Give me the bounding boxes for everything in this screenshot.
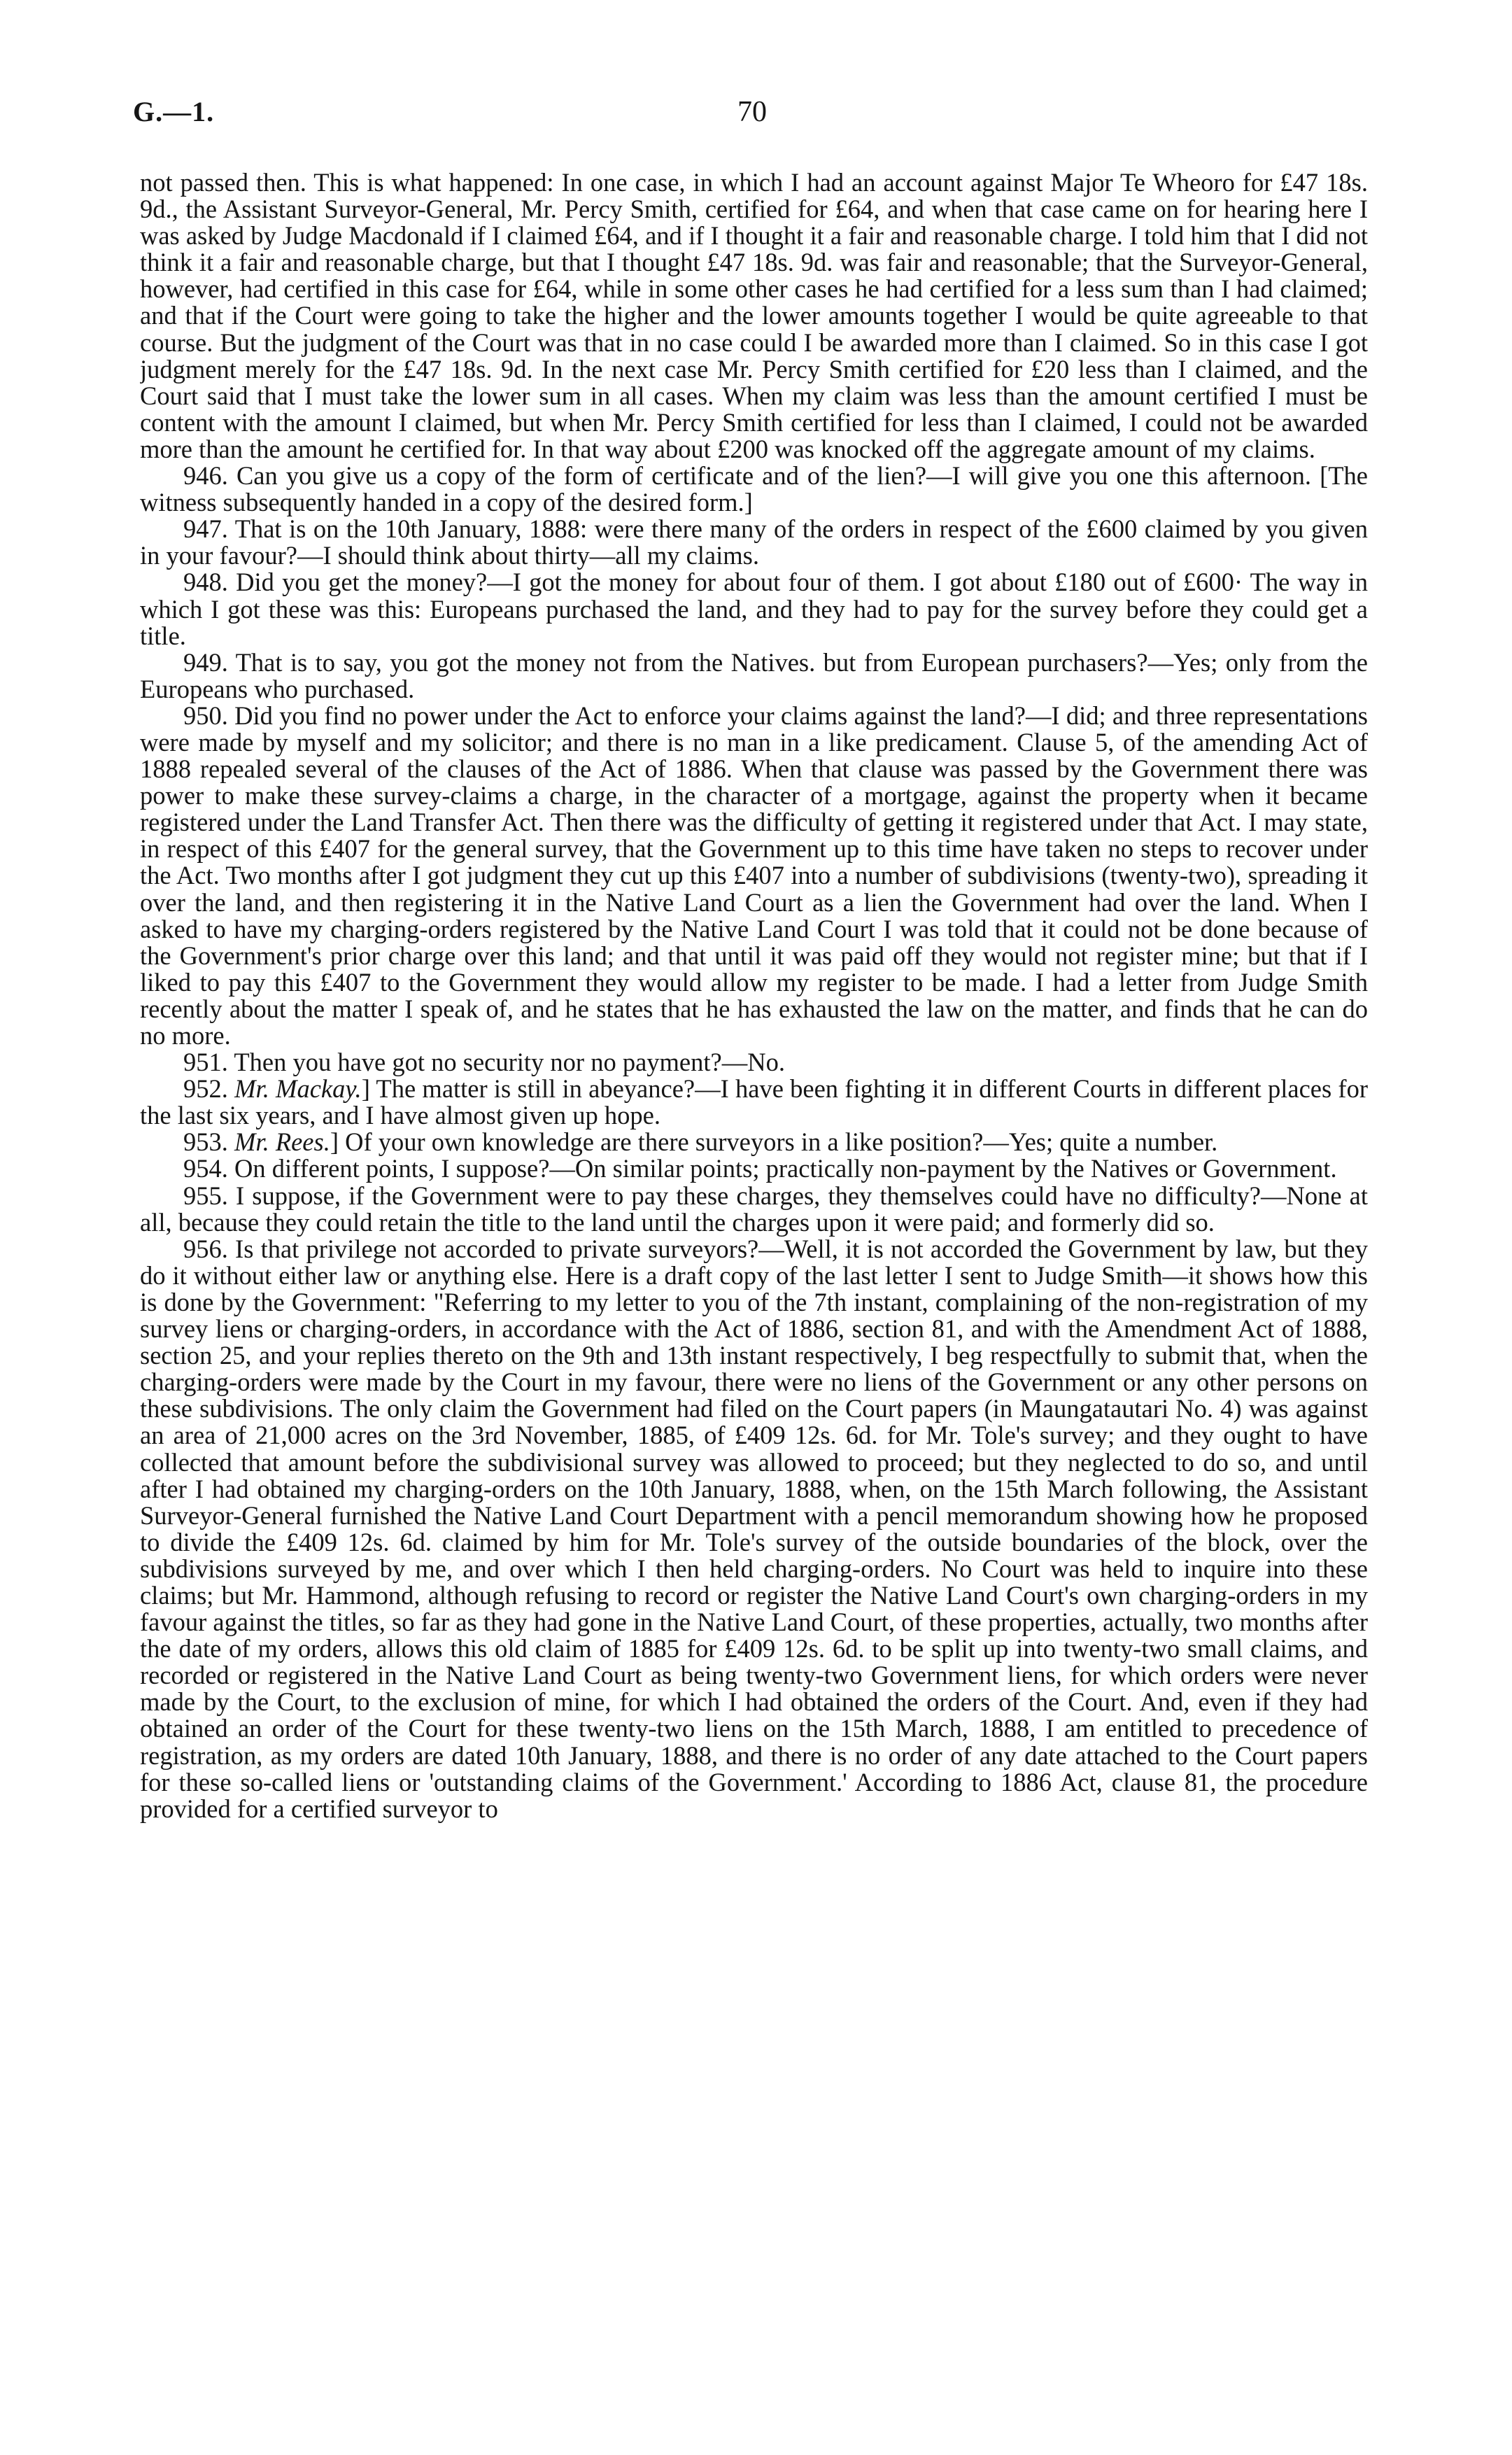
- question-946: 946. Can you give us a copy of the form of certificate and of the lien?—I will give you one this afternoon. [The witness subsequently handed in a copy of the desired form.]: [140, 461, 1368, 517]
- question-948: 948. Did you get the money?—I got the money for about four of them. I got about £180 out of £600· The way in which I got these was this: Europeans purchased the land, and they had to pay for the survey before they could get a title.: [140, 568, 1368, 650]
- question-text: ] Of your own knowledge are there surveyors in a like position?—Yes; quite a number.: [330, 1127, 1218, 1157]
- question-956: 956. Is that privilege not accorded to private surveyors?—Well, it is not accorded the Government by law, but they do it without either law or anything else. Here is a draft copy of the last letter I sent to Judge Smith—it shows how this is done by the Government: "Referring to my letter to you of the 7th instant, complaining of the non-registration of my survey liens or charging-orders, in accordance with the Act of 1886, section 81, and with the Amendment Act of 1888, section 25, and your replies thereto on the 9th and 13th instant respectively, I beg respectfully to submit that, when the charging-orders were made by the Court in my favour, there were no liens of the Government or any other persons on these subdivisions. The only claim the Government had filed on the Court papers (in Maungatautari No. 4) was against an area of 21,000 acres on the 3rd November, 1885, of £409 12s. 6d. for Mr. Tole's survey; and they ought to have collected that amount before the subdivisional survey was allowed to proceed; but they neglected to do so, and until after I had obtained my charging-orders on the 10th January, 1888, when, on the 15th March following, the Assistant Surveyor-General furnished the Native Land Court Department with a pencil memorandum showing how he proposed to divide the £409 12s. 6d. claimed by him for Mr. Tole's survey of the outside boundaries of the block, over the subdivisions surveyed by me, and over which I then held charging-orders. No Court was held to inquire into these claims; but Mr. Hammond, although refusing to record or register the Native Land Court's own charging-orders in my favour against the titles, so far as they had gone in the Native Land Court, of these properties, actually, two months after the date of my orders, allows this old claim of 1885 for £409 12s. 6d. to be split up into twenty-two small claims, and recorded or registered in the Native Land Court as being twenty-two Government liens, for which orders were never made by the Court, to the exclusion of mine, for which I had obtained the orders of the Court. And, even if they had obtained an order of the Court for these twenty-two liens on the 15th March, 1888, I am entitled to precedence of registration, as my orders are dated 10th January, 1888, and there is no order of any date attached to the Court papers for these so-called liens or 'outstanding claims of the Government.' According to 1886 Act, clause 81, the procedure provided for a certified surveyor to: [140, 1234, 1368, 1823]
- speaker-name: Mr. Mackay.: [234, 1074, 362, 1104]
- question-number: 953.: [183, 1127, 228, 1157]
- document-reference: G.—1.: [133, 96, 215, 127]
- question-950: 950. Did you find no power under the Act to enforce your claims against the land?—I did; and three representations were made by myself and my solicitor; and there is no man in a like predicament. Clause 5, of the amending Act of 1888 repealed several of the clauses of the Act of 1886. When that clause was passed by the Government there was power to make these survey-claims a charge, in the character of a mortgage, against the property when it became registered under the Land Transfer Act. Then there was the difficulty of getting it registered under that Act. I may state, in respect of this £407 for the general survey, that the Government up to this time have taken no steps to recover under the Act. Two months after I got judgment they cut up this £407 into a number of subdivisions (twenty-two), spreading it over the land, and then registering it in the Native Land Court as a lien the Government had over the land. When I asked to have my charging-orders registered by the Native Land Court I was told that it could not be done because of the Government's prior charge over this land; and that until it was paid off they would not register mine; but that if I liked to pay this £407 to the Government they would allow my register to be made. I had a letter from Judge Smith recently about the matter I speak of, and he states that he has exhausted the law on the matter, and finds that he can do no more.: [140, 701, 1368, 1050]
- body-text: [140, 169, 1368, 2430]
- question-954: 954. On different points, I suppose?—On similar points; practically non-payment by the Natives or Government.: [183, 1154, 1337, 1183]
- question-text: ] The matter is still in abeyance?—I have been fighting it in different Courts in different places for the last six years, and I have almost given up hope.: [140, 1074, 1368, 1130]
- page-number: 70: [737, 96, 767, 128]
- question-951: 951. Then you have got no security nor no payment?—No.: [183, 1048, 785, 1077]
- question-number: 952.: [183, 1074, 228, 1104]
- question-952: [140, 1076, 1368, 1129]
- speaker-name: Mr. Rees.: [234, 1127, 330, 1157]
- question-947: 947. That is on the 10th January, 1888: were there many of the orders in respect of the £600 claimed by you given in your favour?—I should think about thirty—all my claims.: [140, 514, 1368, 570]
- paragraph-continued: not passed then. This is what happened: In one case, in which I had an account against Major Te Wheoro for £47 18s. 9d., the Assistant Surveyor-General, Mr. Percy Smith, certified for £64, and when that case came on for hearing here I was asked by Judge Macdonald if I claimed £64, and if I thought it a fair and reasonable charge. I told him that I did not think it a fair and reasonable charge, but that I thought £47 18s. 9d. was fair and reasonable; that the Surveyor-General, however, had certified in this case for £64, while in some other cases he had certified for a less sum than I had claimed; and that if the Court were going to take the higher and the lower amounts together I would be quite agreeable to that course. But the judgment of the Court was that in no case could I be awarded more than I claimed. So in this case I got judgment merely for the £47 18s. 9d. In the next case Mr. Percy Smith certified for £20 less than I claimed, and the Court said that I must take the lower sum in all cases. When my claim was less than the amount certified I must be content with the amount I claimed, but when Mr. Percy Smith certified for less than I claimed, I could not be awarded more than the amount he certified for. In that way about £200 was knocked off the aggregate amount of my claims.: [140, 169, 1368, 463]
- question-949: 949. That is to say, you got the money not from the Natives. but from European purchasers?—Yes; only from the Europeans who purchased.: [140, 647, 1368, 703]
- page-header: [133, 95, 1371, 137]
- question-953: [140, 1129, 1368, 1155]
- question-955: 955. I suppose, if the Government were to pay these charges, they themselves could have no difficulty?—None at all, because they could retain the title to the land until the charges upon it were paid; and formerly did so.: [140, 1181, 1368, 1237]
